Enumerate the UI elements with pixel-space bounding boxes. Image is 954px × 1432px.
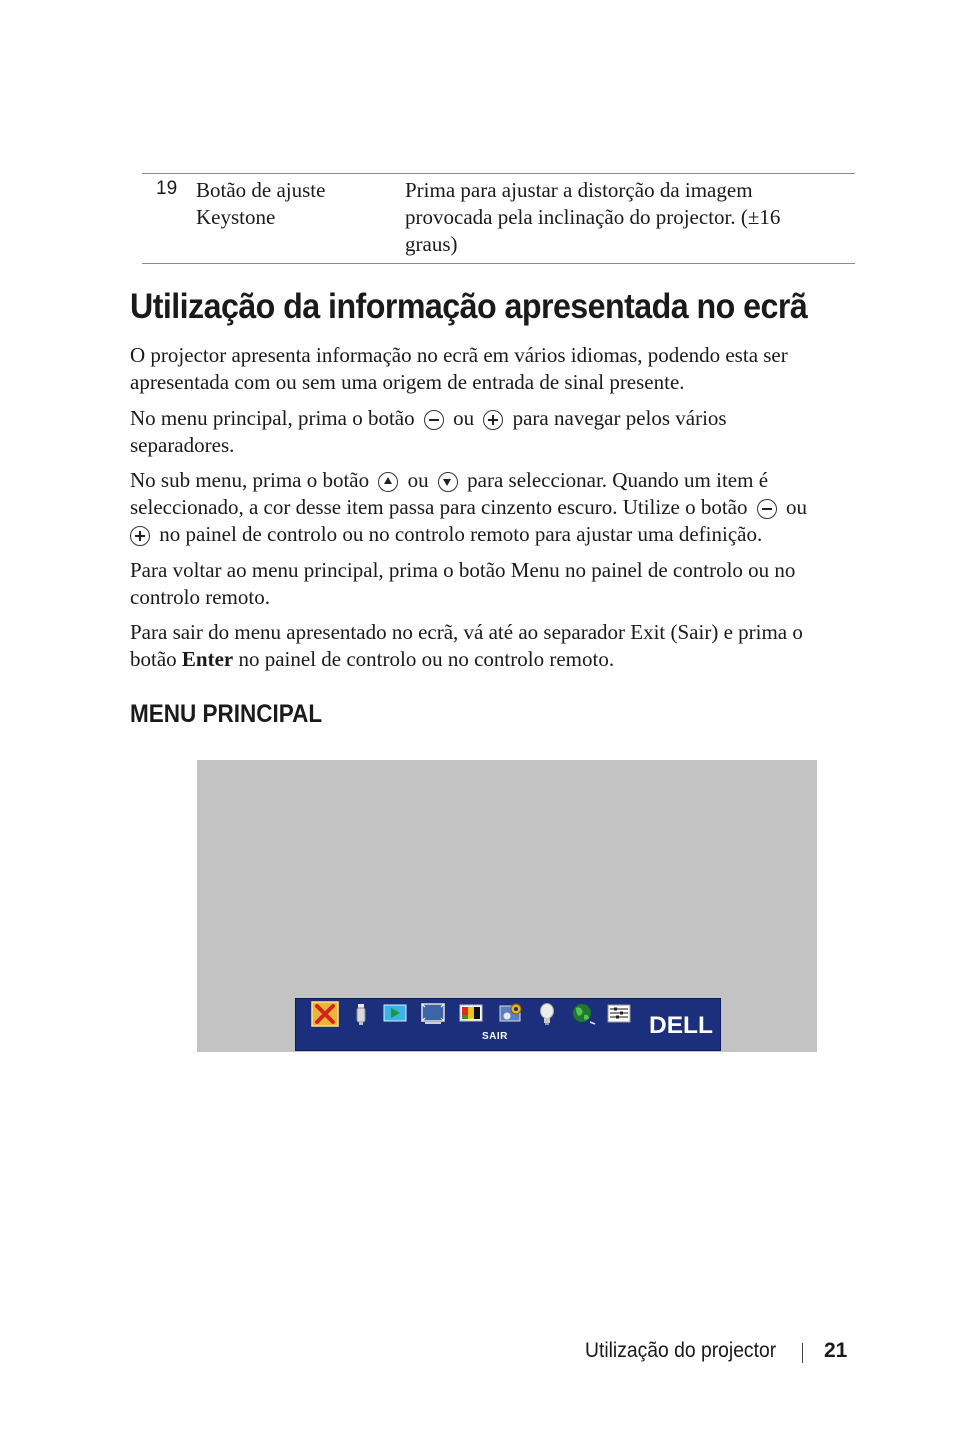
- display-icon[interactable]: [458, 1002, 484, 1026]
- row-label: Botão de ajuste Keystone: [196, 178, 326, 229]
- row-number: 19: [156, 178, 178, 199]
- row-description: Prima para ajustar a distorção da imagem provocada pela inclinação do projector. (±16 graus): [405, 178, 781, 256]
- input-source-icon[interactable]: [348, 1002, 374, 1026]
- down-button-icon: [438, 472, 458, 492]
- up-button-icon: [378, 472, 398, 492]
- auto-adjust-icon[interactable]: [382, 1002, 408, 1026]
- picture-icon[interactable]: [420, 1002, 446, 1026]
- page-title: Utilização da informação apresentada no ecrã: [130, 287, 808, 326]
- plus-button-icon: [130, 526, 150, 546]
- osd-menu-bar: [295, 998, 721, 1051]
- table-row: [142, 173, 855, 264]
- page-number: 21: [824, 1339, 848, 1362]
- lamp-icon[interactable]: [534, 1002, 560, 1026]
- osd-screenshot: [197, 760, 817, 1052]
- osd-item-caption: SAIR: [482, 1031, 508, 1042]
- plus-button-icon: [483, 410, 503, 430]
- section-heading: MENU PRINCIPAL: [130, 700, 323, 728]
- paragraph-intro: O projector apresenta informação no ecrã em vários idiomas, podendo esta ser apresentada com ou sem uma origem de entrada de sinal presente.: [130, 343, 788, 394]
- paragraph-exit-menu: Para sair do menu apresentado no ecrã, vá até ao separador Exit (Sair) e prima o botão Enter no painel de controlo ou no controlo remoto.: [130, 620, 803, 671]
- footer-section-title: Utilização do projector: [585, 1339, 777, 1362]
- minus-button-icon: [757, 499, 777, 519]
- factory-reset-icon[interactable]: [606, 1002, 632, 1026]
- dell-logo: [648, 1009, 716, 1039]
- svg-text:DELL: DELL: [649, 1012, 713, 1039]
- paragraph-main-menu: No menu principal, prima o botão ou para navegar pelos vários separadores.: [130, 406, 727, 457]
- exit-icon[interactable]: [311, 1001, 339, 1027]
- minus-button-icon: [424, 410, 444, 430]
- language-icon[interactable]: [570, 1002, 596, 1026]
- paragraph-sub-menu: No sub menu, prima o botão ou para seleccionar. Quando um item é seleccionado, a cor desse item passa para cinzento escuro. Utilize o botão ou no painel de controlo ou no controlo remoto para ajustar uma definição.: [130, 468, 808, 546]
- settings-icon[interactable]: [498, 1002, 524, 1026]
- footer-divider: [802, 1343, 803, 1363]
- paragraph-return-menu: Para voltar ao menu principal, prima o botão Menu no painel de controlo ou no controlo remoto.: [130, 558, 796, 609]
